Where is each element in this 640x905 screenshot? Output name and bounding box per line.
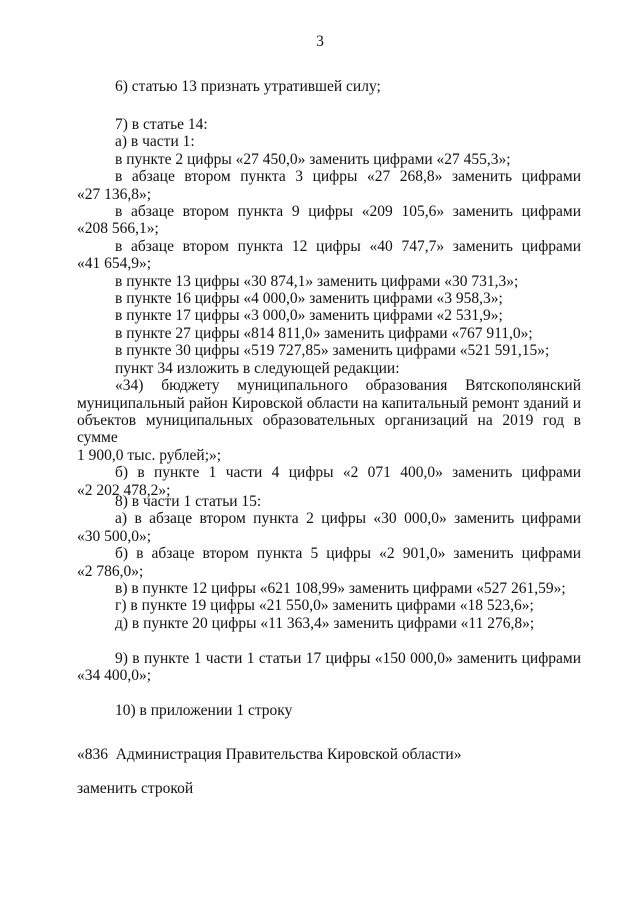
item-6-text: 6) статью 13 признать утратившей силу; [115, 78, 381, 95]
item-7-p34: пункт 34 изложить в следующей редакции: [115, 359, 400, 377]
row-836 [77, 746, 581, 763]
page-number: 3 [316, 33, 324, 50]
item-8-g: г) в пункте 19 цифры «21 550,0» заменить цифрами «18 523,6»; [115, 597, 534, 615]
item-7-p27: в пункте 27 цифры «814 811,0» заменить цифрами «767 911,0»; [115, 324, 533, 342]
item-10-text: 10) в приложении 1 строку [115, 702, 293, 719]
item-8-a-line2: «30 500,0»; [77, 527, 152, 545]
item-7-p9-line1: в абзаце втором пункта 9 цифры «209 105,6» заменить цифрами [115, 203, 581, 221]
item-7-p9-line2: «208 566,1»; [77, 220, 159, 238]
item-8-a-line1: а) в абзаце втором пункта 2 цифры «30 000,0» заменить цифрами [115, 510, 581, 528]
row-836-text: «836 Администрация Правительства Кировской области» [77, 746, 462, 763]
item-8-heading: 8) в части 1 статьи 15: [115, 493, 262, 510]
item-8-d: д) в пункте 20 цифры «11 363,4» заменить цифрами «11 276,8»; [115, 614, 535, 632]
item-7-b-line2: «2 202 478,2»; [77, 481, 171, 499]
item-7-p12-line2: «41 654,9»; [77, 255, 152, 273]
item-9 [77, 650, 581, 685]
item-6 [77, 78, 581, 95]
item-7-quote-line3: объектов муниципальных образовательных организаций на 2019 год в сумме [77, 411, 581, 447]
item-7-heading: 7) в статье 14: [115, 116, 208, 133]
replace-with [77, 780, 581, 797]
item-8-b-line2: «2 786,0»; [77, 562, 144, 580]
item-7-quote-line1: «34) бюджету муниципального образования Вятскополянский [115, 377, 581, 395]
item-8 [77, 493, 581, 632]
item-8-b-line1: б) в абзаце втором пункта 5 цифры «2 901,0» заменить цифрами [115, 545, 581, 563]
item-7-p17: в пункте 17 цифры «3 000,0» заменить цифрами «2 531,9»; [115, 307, 503, 325]
item-7-p12-line1: в абзаце втором пункта 12 цифры «40 747,7» заменить цифрами [115, 237, 581, 255]
item-8-v: в) в пункте 12 цифры «621 108,99» заменить цифрами «527 261,59»; [115, 580, 566, 598]
item-9-line1: 9) в пункте 1 части 1 статьи 17 цифры «150 000,0» заменить цифрами [115, 650, 581, 667]
item-7-quote-line2: муниципальный район Кировской области на капитальный ремонт зданий и [77, 394, 581, 412]
item-7-p3-line1: в абзаце втором пункта 3 цифры «27 268,8» заменить цифрами [115, 168, 581, 186]
item-7-quote-line4: 1 900,0 тыс. рублей;»; [77, 446, 222, 464]
item-7-b-line1: б) в пункте 1 части 4 цифры «2 071 400,0» заменить цифрами [115, 464, 581, 482]
item-7-p3-line2: «27 136,8»; [77, 185, 152, 203]
item-10 [77, 702, 581, 719]
item-7-part-1: а) в части 1: [115, 133, 195, 151]
item-7-p2: в пункте 2 цифры «27 450,0» заменить цифрами «27 455,3»; [115, 150, 511, 168]
item-9-line2: «34 400,0»; [77, 667, 152, 685]
replace-with-text: заменить строкой [77, 780, 194, 797]
item-7-p30: в пункте 30 цифры «519 727,85» заменить цифрами «521 591,15»; [115, 342, 550, 360]
item-7-p16: в пункте 16 цифры «4 000,0» заменить цифрами «3 958,3»; [115, 290, 503, 308]
item-7 [77, 116, 581, 499]
item-7-p13: в пункте 13 цифры «30 874,1» заменить цифрами «30 731,3»; [115, 272, 519, 290]
